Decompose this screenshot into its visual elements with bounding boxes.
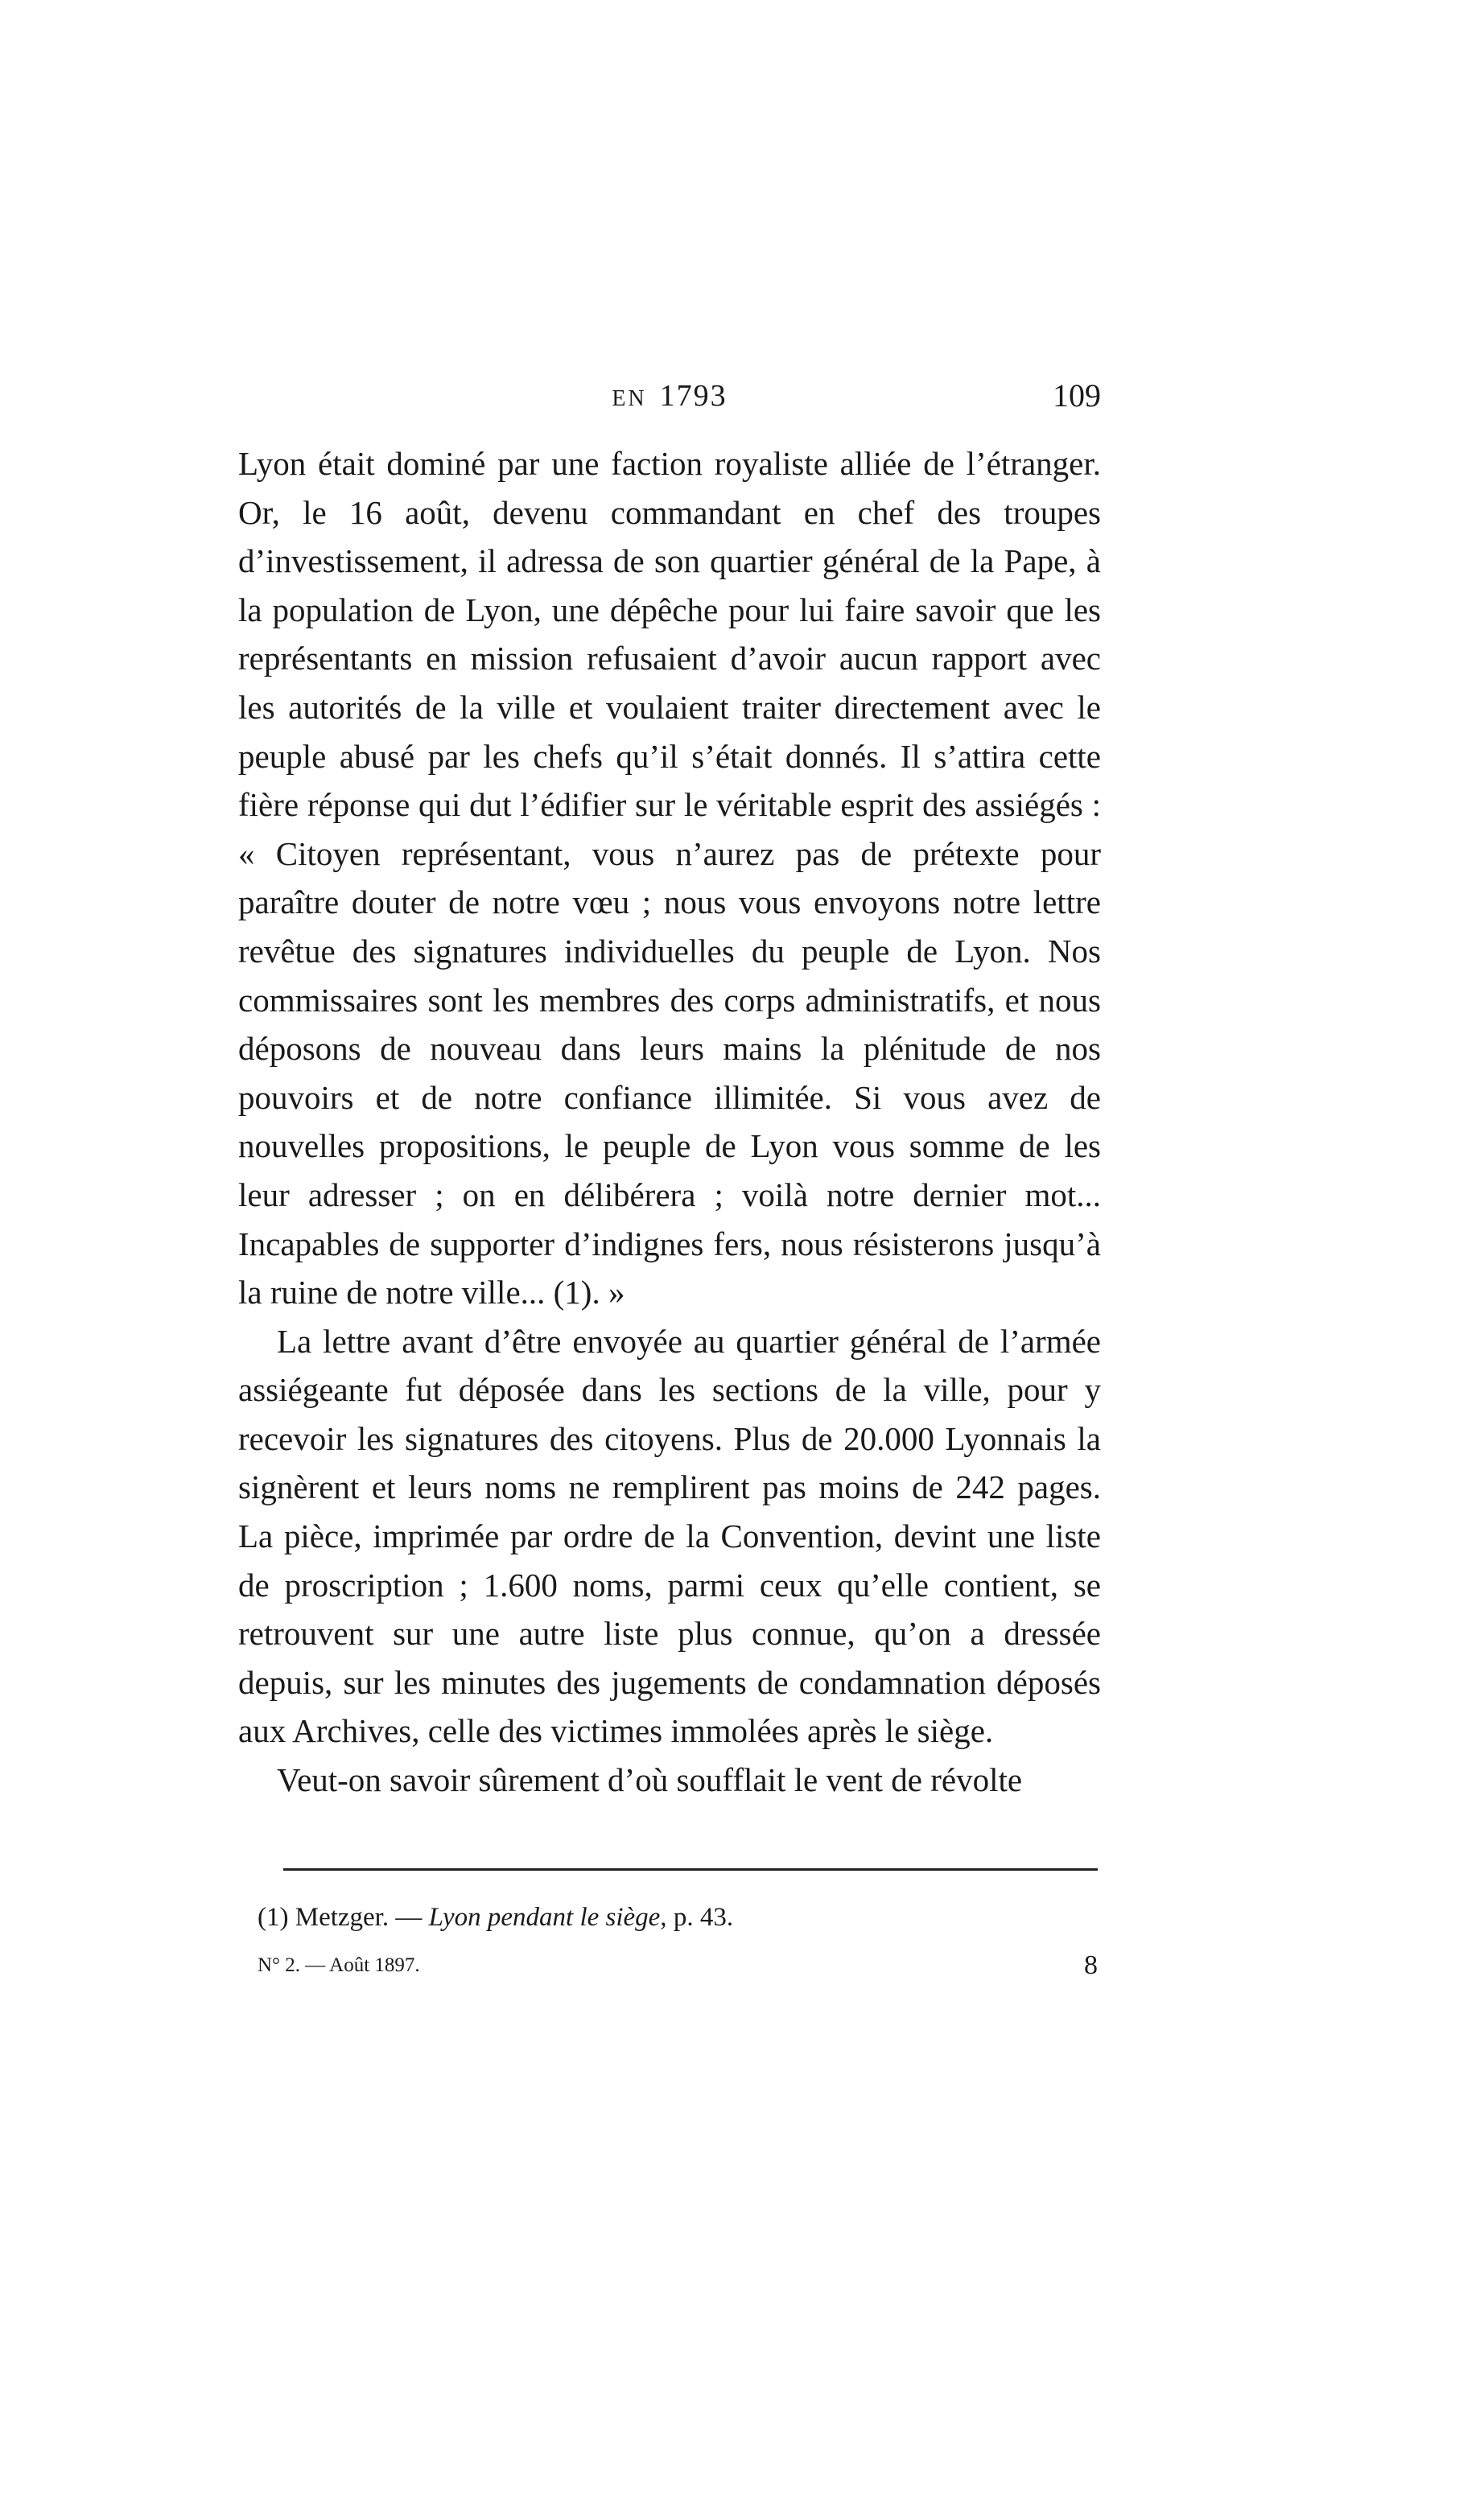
- signature-mark: 8: [1084, 1950, 1098, 1980]
- issue-label: N° 2. — Août 1897.: [258, 1954, 420, 1976]
- footnote-page-ref: p. 43.: [673, 1903, 734, 1932]
- body-text: [238, 439, 1101, 1805]
- running-title-prefix: EN: [612, 386, 647, 411]
- page-number: 109: [1053, 377, 1101, 414]
- imprint-line: [258, 1946, 1098, 1986]
- footnote: [258, 1899, 1098, 1936]
- paragraph-3: Veut-on savoir sûrement d’où soufflait le vent de révolte: [277, 1761, 1023, 1799]
- footnote-rule: [283, 1868, 1098, 1871]
- footnote-title: Lyon pendant le siège,: [428, 1903, 667, 1932]
- paragraph-1: Lyon était dominé par une faction royaliste alliée de l’étranger. Or, le 16 août, devenu commandant en chef des troupes d’investissement, il adressa de son quartier général de la Pape, à la population de Lyon, une dépêche pour lui faire savoir que les représentants en mission refusaient d’avoir aucun rapport avec les autorités de la ville et voulaient traiter directement avec le peuple abusé par les chefs qu’il s’était donnés. Il s’attira cette fière réponse qui dut l’édifier sur le véritable esprit des assiégés : « Citoyen représentant, vous n’aurez pas de prétexte pour paraître douter de notre vœu ; nous vous envoyons notre lettre revêtue des signatures individuelles du peuple de Lyon. Nos commissaires sont les membres des corps administratifs, et nous déposons de nouveau dans leurs mains la plénitude de nos pouvoirs et de notre confiance illimitée. Si vous avez de nouvelles propositions, le peuple de Lyon vous somme de les leur adresser ; on en délibérera ; voilà notre dernier mot... Incapables de supporter d’indignes fers, nous résisterons jusqu’à la ruine de notre ville... (1). »: [238, 445, 1101, 1311]
- footnote-marker: (1) Metzger. —: [258, 1903, 423, 1932]
- page-header: [238, 372, 1101, 420]
- running-title: [238, 372, 1101, 423]
- paragraph-2: La lettre avant d’être envoyée au quartier général de l’armée assiégeante fut déposée dans les sections de la ville, pour y recevoir les signatures des citoyens. Plus de 20.000 Lyonnais la signèrent et leurs noms ne remplirent pas moins de 242 pages. La pièce, imprimée par ordre de la Convention, devint une liste de proscription ; 1.600 noms, parmi ceux qu’elle contient, se retrouvent sur une autre liste plus connue, qu’on a dressée depuis, sur les minutes des jugements de condamnation déposés aux Archives, celle des victimes immolées après le siège.: [238, 1322, 1101, 1750]
- running-title-year: 1793: [659, 379, 728, 413]
